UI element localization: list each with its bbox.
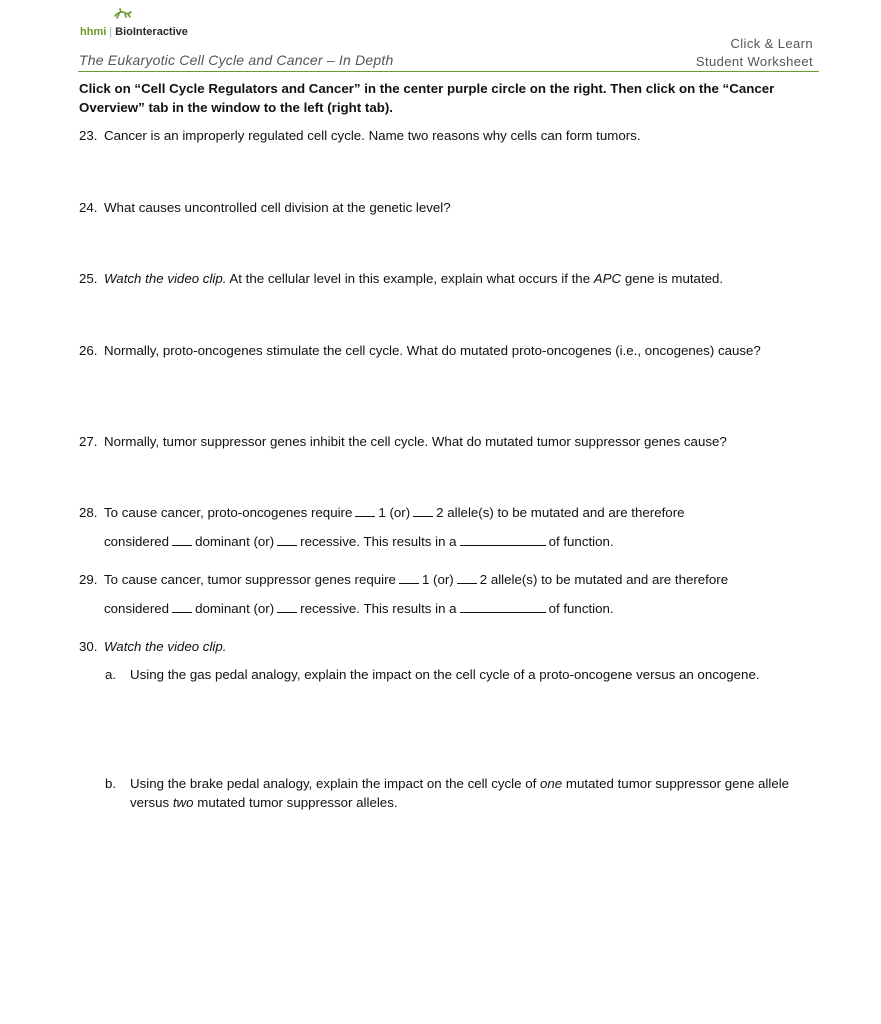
sub-question-text (130, 774, 795, 812)
question-text-part: of function. (548, 601, 614, 616)
question-number: 30. (79, 639, 98, 654)
header-divider (78, 71, 819, 72)
question-29 (79, 570, 819, 618)
question-30b (105, 774, 795, 812)
question-24 (79, 198, 819, 217)
question-27 (79, 432, 819, 451)
question-text (104, 269, 819, 288)
option-recessive: recessive. This results in a (300, 534, 457, 549)
blank-recessive[interactable] (277, 533, 297, 546)
question-text (104, 570, 819, 618)
option-recessive: recessive. This results in a (300, 601, 457, 616)
question-lead: Watch the video clip. (104, 271, 227, 286)
question-text-part: At the cellular level in this example, explain what occurs if the (226, 271, 594, 286)
question-26 (79, 341, 819, 360)
brand-logo (80, 26, 188, 38)
question-number: 24. (79, 200, 98, 215)
sub-question-text-part: mutated tumor suppressor alleles. (193, 795, 398, 810)
blank-dominant[interactable] (172, 600, 192, 613)
option-dominant: dominant (or) (195, 534, 275, 549)
brand-separator: | (109, 26, 113, 38)
question-text-part: To cause cancer, tumor suppressor genes require (104, 572, 396, 587)
blank-gain-loss[interactable] (460, 600, 546, 613)
question-text: Normally, tumor suppressor genes inhibit the cell cycle. What do mutated tumor suppressor genes cause? (104, 434, 727, 449)
gene-name: APC (593, 271, 622, 286)
blank-dominant[interactable] (172, 533, 192, 546)
blank-recessive[interactable] (277, 600, 297, 613)
question-30 (79, 637, 819, 656)
header-click-learn: Click & Learn (730, 36, 813, 51)
question-number: 25. (79, 271, 98, 286)
question-text: Cancer is an improperly regulated cell cycle. Name two reasons why cells can form tumors. (104, 128, 641, 143)
question-text-part: gene is mutated. (621, 271, 724, 286)
brand-biointeractive: BioInteractive (115, 26, 188, 38)
sub-question-text: Using the gas pedal analogy, explain the impact on the cell cycle of a proto-oncogene versus an oncogene. (130, 667, 760, 682)
option-one: 1 (or) (421, 572, 454, 587)
header-right (696, 35, 813, 71)
option-dominant: dominant (or) (195, 601, 275, 616)
emphasis-one: one (539, 776, 563, 791)
blank-two-alleles[interactable] (413, 504, 433, 517)
question-number: 23. (79, 128, 98, 143)
blank-one-allele[interactable] (355, 504, 375, 517)
question-text-part: 2 allele(s) to be mutated and are therefore (479, 572, 729, 587)
blank-two-alleles[interactable] (457, 571, 477, 584)
question-text-part: considered (104, 601, 170, 616)
question-30a (105, 665, 795, 684)
question-25 (79, 269, 819, 288)
option-one: 1 (or) (378, 505, 411, 520)
question-text (104, 503, 819, 551)
question-text-part: considered (104, 534, 170, 549)
question-text: What causes uncontrolled cell division at the genetic level? (104, 200, 451, 215)
sub-question-text-part: Using the brake pedal analogy, explain the impact on the cell cycle of (130, 776, 540, 791)
document-title: The Eukaryotic Cell Cycle and Cancer – In Depth (79, 52, 394, 68)
emphasis-two: two (172, 795, 194, 810)
instructions: Click on “Cell Cycle Regulators and Cancer” in the center purple circle on the right. Then click on the “Cancer Overview” tab in the window to the left (right tab). (79, 81, 775, 115)
question-lead: Watch the video clip. (104, 639, 227, 654)
question-text: Normally, proto-oncogenes stimulate the cell cycle. What do mutated proto-oncogenes (i.e., oncogenes) cause? (104, 343, 761, 358)
question-number: 26. (79, 343, 98, 358)
blank-one-allele[interactable] (399, 571, 419, 584)
question-text-part: 2 allele(s) to be mutated and are therefore (436, 505, 685, 520)
header-student-worksheet: Student Worksheet (695, 54, 813, 69)
sub-question-label: a. (105, 667, 117, 682)
lizard-logo-icon (113, 6, 133, 22)
question-23 (79, 126, 819, 145)
brand-hhmi: hhmi (80, 26, 107, 38)
question-number: 27. (79, 434, 98, 449)
question-number: 28. (79, 505, 98, 520)
question-text-part: To cause cancer, proto-oncogenes require (104, 505, 353, 520)
question-text-part: of function. (548, 534, 614, 549)
sub-question-label: b. (105, 776, 117, 791)
sub-question-text-part: mutated tumor suppressor gene allele versus (130, 776, 790, 810)
blank-gain-loss[interactable] (460, 533, 546, 546)
question-number: 29. (79, 572, 98, 587)
question-28 (79, 503, 819, 551)
